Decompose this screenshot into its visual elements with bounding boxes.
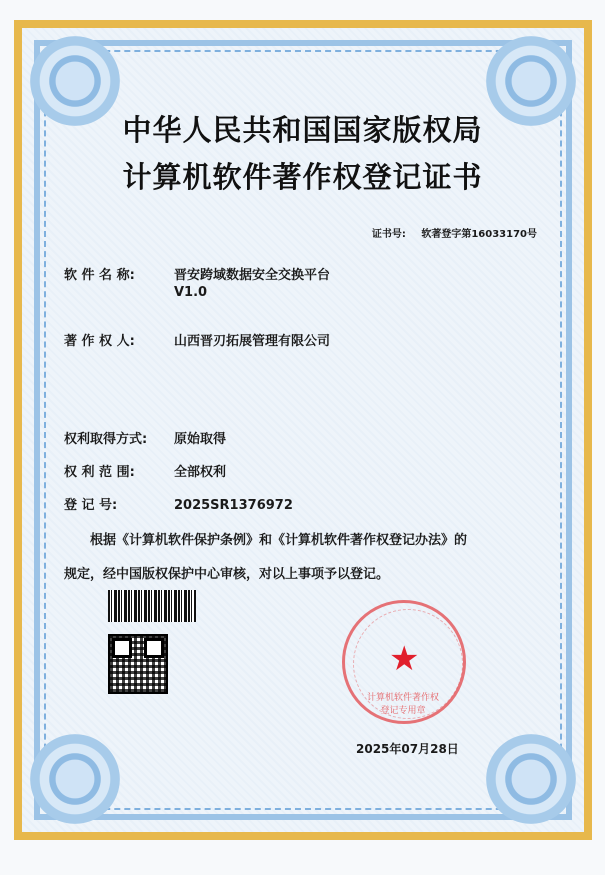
statement-line-1: 根据《计算机软件保护条例》和《计算机软件著作权登记办法》的 xyxy=(90,533,468,548)
software-version-value: V1.0 xyxy=(174,285,208,300)
software-name-label: 软 件 名 称: xyxy=(64,268,135,283)
statement xyxy=(64,524,544,592)
certificate-number-value: 软著登字第16033170号 xyxy=(421,229,537,240)
scope-label: 权 利 范 围: xyxy=(64,465,135,480)
issue-date: 2025年07月28日 xyxy=(356,742,459,756)
registration-label: 登 记 号: xyxy=(64,498,118,513)
certificate-title: 计算机软件著作权登记证书 xyxy=(122,160,483,194)
owner-value: 山西晋刃拓展管理有限公司 xyxy=(174,334,331,349)
certificate-number xyxy=(372,225,537,240)
qr-code-icon xyxy=(108,634,168,694)
registration-row xyxy=(64,494,293,513)
scope-row xyxy=(64,461,226,480)
acquisition-row xyxy=(64,428,226,447)
corner-ornament-icon xyxy=(30,734,120,824)
seal-text xyxy=(358,690,448,716)
barcode-icon xyxy=(108,590,196,622)
issuer-title: 中华人民共和国国家版权局 xyxy=(122,113,483,147)
acquisition-label: 权利取得方式: xyxy=(64,432,148,447)
corner-ornament-icon xyxy=(486,734,576,824)
statement-line-2: 规定，经中国版权保护中心审核，对以上事项予以登记。 xyxy=(64,567,390,582)
owner-row xyxy=(64,330,330,349)
owner-label: 著 作 权 人: xyxy=(64,334,135,349)
registration-value: 2025SR1376972 xyxy=(174,498,293,513)
seal-star-icon: ★ xyxy=(389,639,420,679)
certificate-number-label: 证书号: xyxy=(371,229,406,240)
seal-text-line-1: 计算机软件著作权 xyxy=(366,693,439,703)
scope-value: 全部权利 xyxy=(174,465,227,480)
seal-text-line-2: 登记专用章 xyxy=(380,706,426,716)
acquisition-value: 原始取得 xyxy=(174,432,227,447)
software-name-value: 晋安跨域数据安全交换平台 xyxy=(174,268,331,283)
software-name-row xyxy=(64,264,330,300)
